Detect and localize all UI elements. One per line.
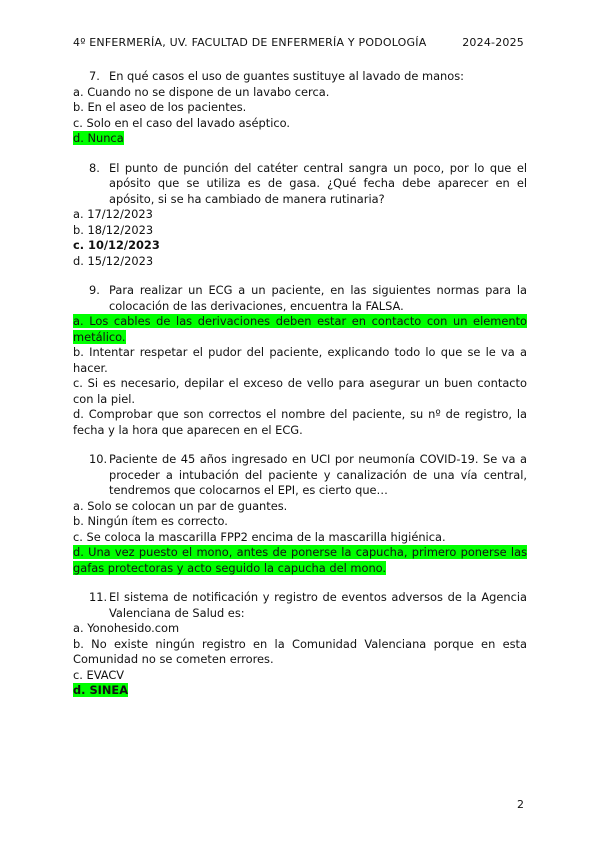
option-d-correct: d. Una vez puesto el mono, antes de ponerse la capucha, primero ponerse las gafas protectoras y acto seguido la capucha del mono. [73, 545, 527, 575]
question-11 [73, 590, 527, 699]
option-a: a. Solo se colocan un par de guantes. [73, 498, 288, 513]
question-number: 10. [89, 452, 108, 466]
question-9 [73, 283, 527, 438]
option-a: a. 17/12/2023 [73, 207, 153, 221]
option-c: c. Solo en el caso del lavado aséptico. [73, 115, 291, 130]
question-number: 11. [89, 590, 108, 604]
page-number: 2 [517, 798, 524, 811]
option-c: c. EVACV [73, 667, 125, 682]
question-10 [73, 452, 527, 576]
question-stem: Paciente de 45 años ingresado en UCI por neumonía COVID-19. Se va a proceder a intubación del paciente y canalización de una vía central, tendremos que colocarnos el EPI, es cierto que… [109, 452, 527, 497]
header-title: 4º ENFERMERÍA, UV. FACULTAD DE ENFERMERÍA Y PODOLOGÍA [73, 36, 427, 49]
question-8 [73, 161, 527, 270]
question-number: 7. [89, 69, 100, 83]
option-c-correct: c. 10/12/2023 [73, 238, 160, 252]
question-number: 8. [89, 160, 100, 175]
option-d-correct: d. SINEA [73, 683, 129, 697]
option-d: d. Comprobar que son correctos el nombre del paciente, su nº de registro, la fecha y la hora que aparecen en el ECG. [73, 407, 527, 437]
option-c: c. Si es necesario, depilar el exceso de vello para asegurar un buen contacto con la piel. [73, 376, 527, 406]
option-a: a. Yonohesido.com [73, 621, 180, 635]
questions-list [73, 69, 527, 713]
option-b: b. En el aseo de los pacientes. [73, 100, 247, 114]
question-stem: En qué casos el uso de guantes sustituye al lavado de manos: [109, 69, 465, 83]
question-7 [73, 69, 527, 147]
page-header [73, 36, 524, 52]
option-d-correct: d. Nunca [73, 131, 124, 145]
option-d: d. 15/12/2023 [73, 253, 154, 268]
option-b: b. Ningún ítem es correcto. [73, 514, 228, 528]
question-stem: Para realizar un ECG a un paciente, en las siguientes normas para la colocación de las derivaciones, encuentra la FALSA. [109, 283, 527, 313]
question-number: 9. [89, 283, 100, 297]
option-b: b. Intentar respetar el pudor del paciente, explicando todo lo que se le va a hacer. [73, 345, 527, 375]
option-b: b. No existe ningún registro en la Comunidad Valenciana porque en esta Comunidad no se cometen errores. [73, 636, 527, 666]
option-c: c. Se coloca la mascarilla FPP2 encima de la mascarilla higiénica. [73, 529, 446, 544]
question-stem: El sistema de notificación y registro de eventos adversos de la Agencia Valenciana de Salud es: [109, 590, 527, 620]
option-a: a. Cuando no se dispone de un lavabo cerca. [73, 84, 330, 99]
header-year: 2024-2025 [462, 36, 524, 49]
question-stem: El punto de punción del catéter central sangra un poco, por lo que el apósito que se utiliza es de gasa. ¿Qué fecha debe aparecer en el apósito, si se ha cambiado de manera rutinaria? [109, 160, 527, 206]
option-b: b. 18/12/2023 [73, 222, 154, 237]
option-a-correct: a. Los cables de las derivaciones deben estar en contacto con un elemento metálico. [73, 314, 527, 344]
